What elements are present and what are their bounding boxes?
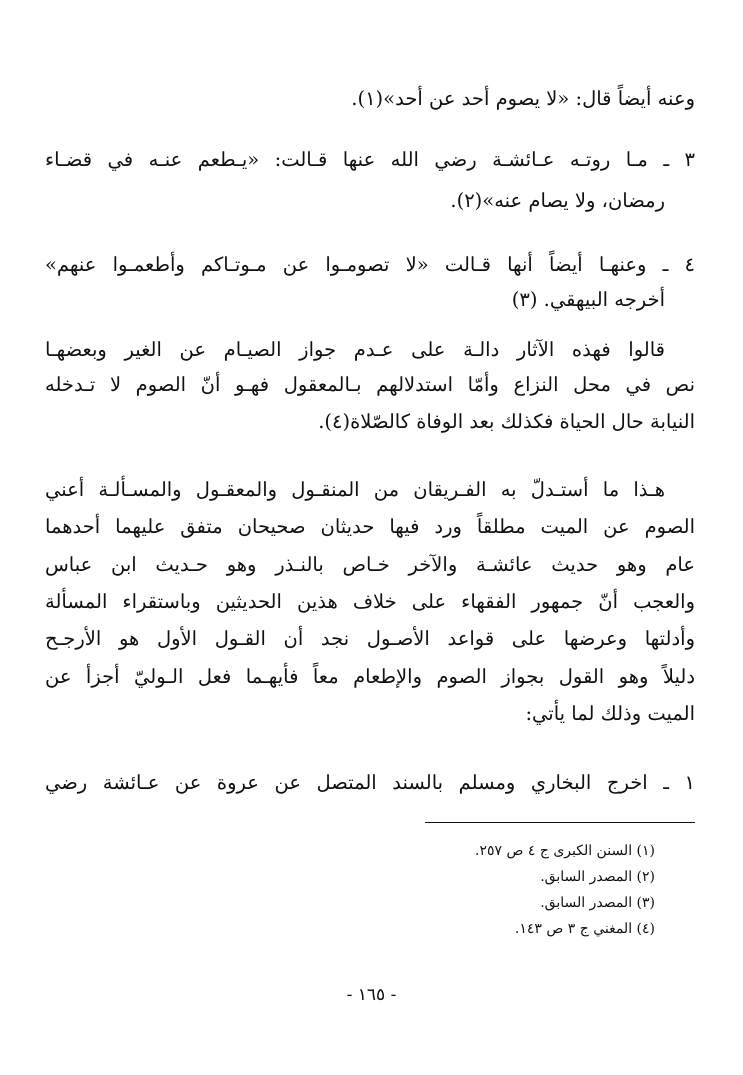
body-line-item-4-cont: أخرجه البيهقي. (٣) (511, 288, 665, 311)
footnote-1: (١) السنن الكبرى ج ٤ ص ٢٥٧. (475, 843, 655, 859)
body-line-paragraph-2: الصوم عن الميت مطلقاً ورد فيها حديثان صحيحان متفق عليهما أحدهما (45, 515, 695, 538)
body-line-paragraph-1: قالوا فهذه الآثار دالـة على عـدم جواز الصيـام عن الغير وبعضهـا (45, 338, 665, 361)
body-line-narration: وعنه أيضاً قال: «لا يصوم أحد عن أحد»(١). (351, 87, 695, 110)
footnote-3: (٣) المصدر السابق. (540, 895, 655, 911)
body-line-paragraph-2: هـذا ما أستـدلّ به الفـريقان من المنقـول والمعقـول والمسـألـة أعني (45, 478, 665, 501)
body-line-paragraph-2: عام وهو حديث عائشـة والآخر خـاص بالنـذر وهو حـديث ابن عباس (45, 553, 695, 576)
footnote-4: (٤) المغني ج ٣ ص ١٤٣. (514, 921, 655, 937)
body-line-paragraph-2: دليلاً وهو القول بجواز الصوم والإطعام معاً فأيهـما فعل الـوليّ أجزأ عن (45, 665, 695, 688)
footnote-2: (٢) المصدر السابق. (540, 869, 655, 885)
body-line-paragraph-2: والعجب أنّ جمهور الفقهاء على خلاف هذين الحديثين وباستقراء المسألة (45, 590, 695, 613)
page-number: - ١٦٥ - (346, 985, 397, 1005)
footnote-divider (425, 822, 695, 823)
body-line-item-4: ٤ ـ وعنهـا أيضاً أنها قـالت «لا تصومـوا عن مـوتـاكم وأطعمـوا عنهم» (45, 253, 695, 276)
body-line-item-3: ٣ ـ مـا روتـه عـائشـة رضي الله عنها قـالت: «يـطعم عنـه في قضـاء (45, 148, 695, 171)
body-line-paragraph-1: نص في محل النزاع وأمّا استدلالهم بـالمعقول فهـو أنّ الصوم لا تـدخله (45, 373, 695, 396)
body-line-paragraph-1: النيابة حال الحياة فكذلك بعد الوفاة كالصّلاة(٤). (318, 410, 695, 433)
body-line-paragraph-2: الميت وذلك لما يأتي: (525, 702, 695, 725)
body-line-item-1: ١ ـ اخرج البخاري ومسلم بالسند المتصل عن عروة عن عـائشة رضي (45, 771, 695, 794)
body-line-item-3-cont: رمضان، ولا يصام عنه»(٢). (450, 189, 665, 212)
body-line-paragraph-2: وأدلتها وعرضها على قواعد الأصـول نجد أن القـول الأول هو الأرجـح (45, 627, 695, 650)
